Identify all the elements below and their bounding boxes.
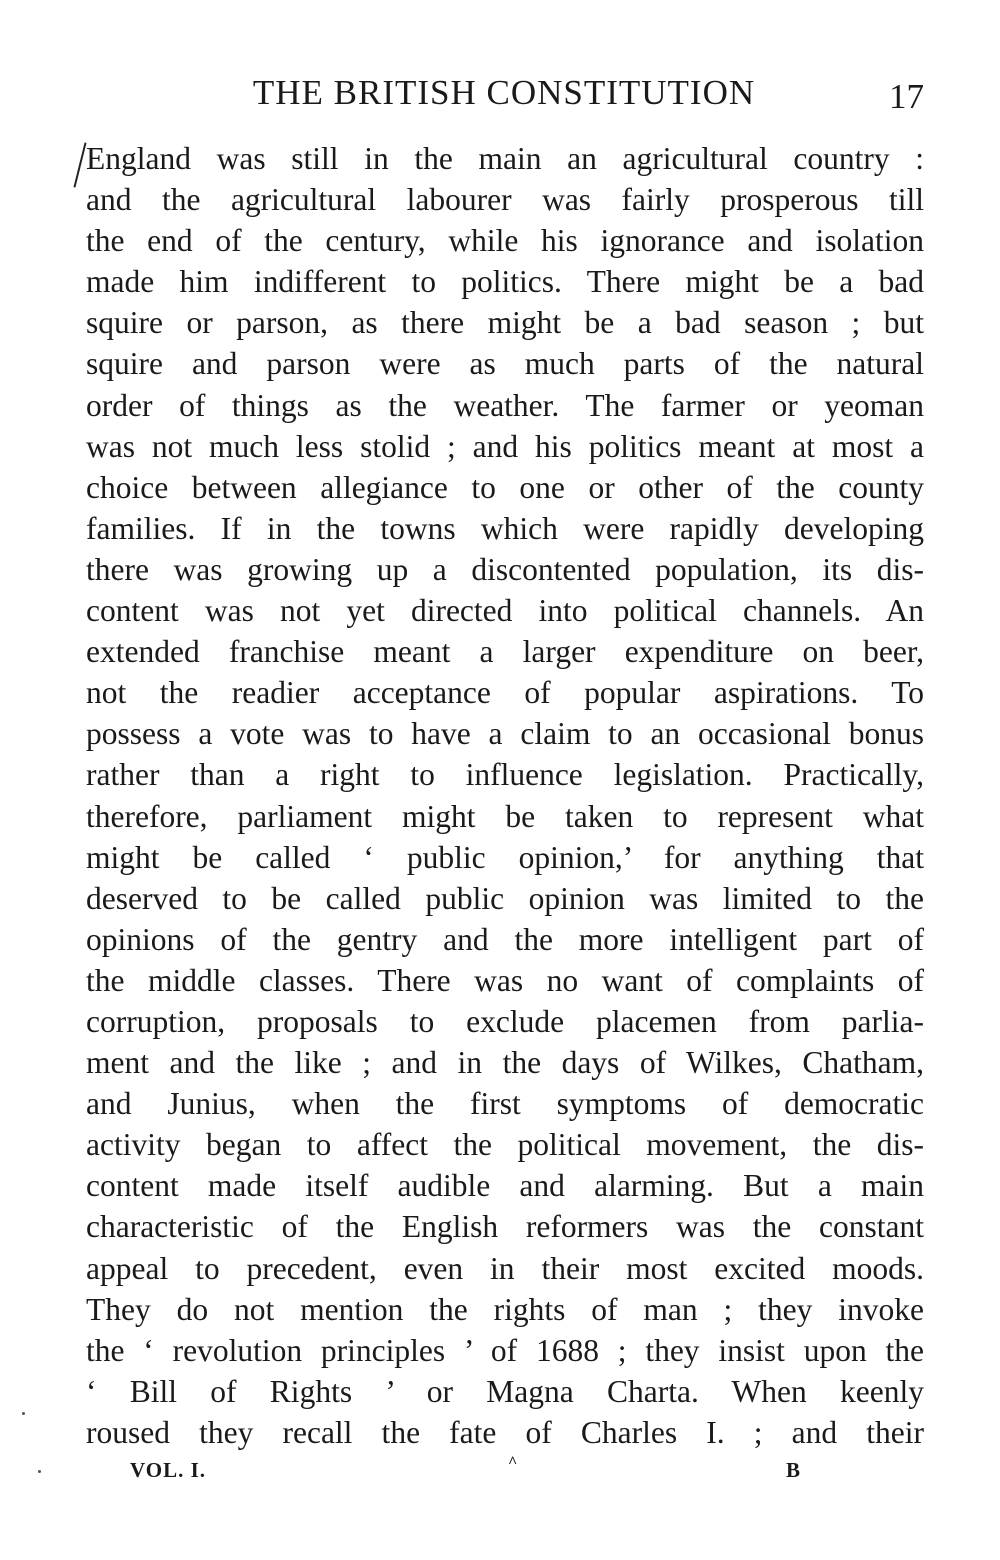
- text-line: activity began to affect the political movement, the dis-: [86, 1127, 924, 1163]
- text-line: corruption, proposals to exclude placemen from parlia-: [86, 1003, 924, 1039]
- text-line: might be called ‘ public opinion,’ for anything that: [86, 839, 924, 875]
- text-line: families. If in the towns which were rapidly developing: [86, 510, 924, 546]
- text-line: squire and parson were as much parts of the natural: [86, 346, 924, 382]
- text-line: content was not yet directed into political channels. An: [86, 593, 924, 629]
- text-line: England was still in the main an agricultural country :: [86, 141, 924, 176]
- text-line: rather than a right to influence legislation. Practically,: [86, 757, 924, 793]
- paper-speck: [22, 1412, 25, 1415]
- text-line: content made itself audible and alarming. But a main: [86, 1168, 924, 1204]
- running-title: THE BRITISH CONSTITUTION: [252, 73, 756, 112]
- body-text: [86, 138, 924, 1453]
- caret-mark-icon: ^: [508, 1454, 519, 1471]
- text-line: made him indifferent to politics. There might be a bad: [86, 264, 924, 300]
- margin-pencil-mark: [73, 142, 86, 187]
- text-line: not the readier acceptance of popular aspirations. To: [86, 675, 924, 711]
- paper-speck: [38, 1470, 41, 1473]
- text-line: deserved to be called public opinion was limited to the: [86, 880, 924, 916]
- text-line: therefore, parliament might be taken to represent what: [86, 798, 924, 834]
- text-line: choice between allegiance to one or other of the county: [86, 469, 924, 505]
- volume-label: VOL. I.: [130, 1458, 207, 1482]
- text-line: opinions of the gentry and the more intelligent part of: [86, 921, 924, 957]
- text-line: possess a vote was to have a claim to an occasional bonus: [86, 716, 924, 752]
- page-number: 17: [889, 77, 924, 116]
- text-line: and the agricultural labourer was fairly prosperous till: [86, 182, 924, 218]
- text-line: was not much less stolid ; and his politics meant at most a: [86, 428, 924, 464]
- text-line: the middle classes. There was no want of complaints of: [86, 962, 924, 998]
- text-line: the end of the century, while his ignorance and isolation: [86, 223, 924, 259]
- signature-letter: B: [786, 1458, 802, 1482]
- text-line: characteristic of the English reformers was the constant: [86, 1209, 924, 1245]
- text-line: there was growing up a discontented population, its dis-: [86, 551, 924, 587]
- text-line: appeal to precedent, even in their most excited moods.: [86, 1250, 924, 1286]
- text-line: They do not mention the rights of man ; they invoke: [86, 1291, 924, 1327]
- signature-footer: [130, 1454, 830, 1488]
- text-line: extended franchise meant a larger expenditure on beer,: [86, 634, 924, 670]
- text-line: roused they recall the fate of Charles I. ; and their: [86, 1414, 924, 1450]
- running-head: [84, 68, 924, 118]
- text-line: ‘ Bill of Rights ’ or Magna Charta. When keenly: [86, 1373, 924, 1409]
- text-line: order of things as the weather. The farmer or yeoman: [86, 387, 924, 423]
- text-line: ment and the like ; and in the days of Wilkes, Chatham,: [86, 1045, 924, 1081]
- text-line: squire or parson, as there might be a bad season ; but: [86, 305, 924, 341]
- text-line: and Junius, when the first symptoms of democratic: [86, 1086, 924, 1122]
- text-line: the ‘ revolution principles ’ of 1688 ; they insist upon the: [86, 1332, 924, 1368]
